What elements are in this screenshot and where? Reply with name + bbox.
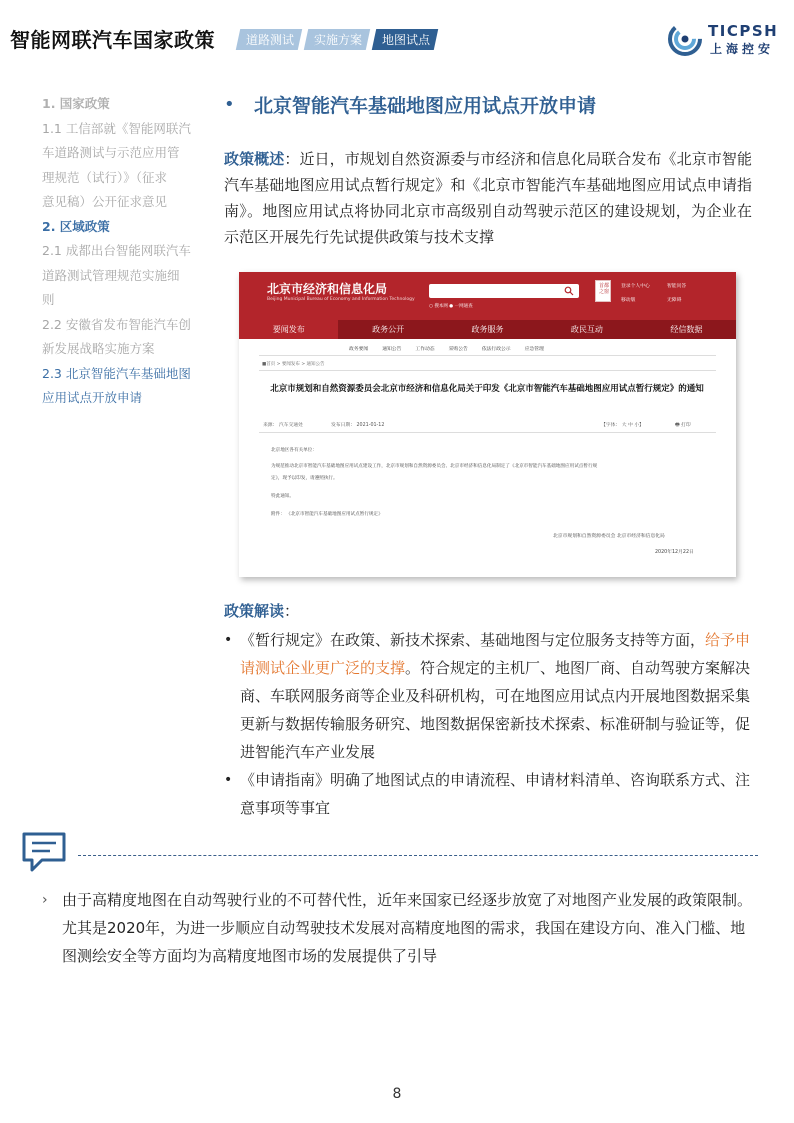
policy-overview	[224, 146, 752, 250]
capital-window-badge: 首都之窗	[595, 280, 611, 302]
highlighted-text: 给予申请测试企业更广泛的支撑	[240, 631, 751, 677]
interpretation-label: 政策解读	[224, 602, 285, 620]
interpretation-colon: ：	[284, 602, 300, 620]
toc-item-2-1-cont[interactable]: 则	[42, 292, 55, 307]
toc-section-1[interactable]: 1. 国家政策	[42, 96, 110, 111]
toc-item-1-1[interactable]: 1.1 工信部就《智能网联汽	[42, 120, 191, 136]
notice-print: 🖶 打印	[675, 423, 691, 428]
notice-font-size: 【字体： 大 中 小】	[601, 423, 644, 428]
tag-implementation-plan[interactable]: 实施方案	[304, 29, 370, 50]
list-item: • 《暂行规定》在政策、新技术探索、基础地图与定位服务支持等方面，给予申请测试企业更广泛的支撑。符合规定的主机厂、地图厂商、自动驾驶方案解决商、车联网服务商等企业及科研机构，可在地图应用试点内开展地图数据采集更新与数据传输服务研究、地图数据保密新技术探索、标准研制与验证等，促进智能汽车产业发展	[224, 626, 752, 766]
tag-road-test[interactable]: 道路测试	[236, 29, 302, 50]
table-of-contents	[42, 92, 198, 411]
site-nav-interaction: 政民互动	[570, 325, 603, 334]
notice-attachment: 附件： 《北京市智能汽车基础地图应用试点暂行规定》	[271, 512, 383, 517]
summary-note-text: 由于高精度地图在自动驾驶行业的不可替代性，近年来国家已经逐步放宽了对地图产业发展的政策限制。尤其是2020年，为进一步顺应自动驾驶技术发展对高精度地图的需求，我国在建设方向、准入门槛、地图测绘安全等方面均为高精度地图市场的发展提供了引导	[62, 891, 753, 965]
document-title: 智能网联汽车国家政策	[10, 28, 215, 52]
site-header	[239, 272, 736, 320]
site-search-box	[429, 284, 579, 298]
logo-text-cn: 上海控安	[710, 42, 775, 56]
toc-item-2-1-cont[interactable]: 道路测试管理规范实施细	[42, 267, 180, 283]
site-nav-public: 政务公开	[372, 325, 405, 334]
divider	[259, 355, 716, 356]
notice-closing: 特此通知。	[271, 494, 294, 499]
page-number: 8	[392, 1086, 402, 1102]
site-subnav-item: 采购公告	[448, 347, 468, 352]
notice-sign-date: 2020年12月22日	[655, 550, 694, 555]
notice-title: 北京市规划和自然资源委员会北京市经济和信息化局关于印发《北京市智能汽车基础地图应用试点暂行规定》的通知	[270, 384, 704, 394]
site-subnav-item: 工作动态	[415, 347, 435, 352]
site-subnav	[349, 345, 544, 352]
search-icon	[564, 286, 574, 296]
toc-item-2-2-cont[interactable]: 新发展战略实施方案	[42, 341, 155, 356]
site-link-mobile: 移动版	[621, 298, 636, 303]
divider	[259, 432, 716, 433]
tag-map-pilot[interactable]: 地图试点	[372, 29, 438, 50]
toc-item-1-1-cont[interactable]: 理规范（试行）》（征求	[42, 169, 168, 185]
site-link-login: 登录个人中心	[621, 284, 650, 289]
page-header	[0, 0, 794, 62]
site-link-qa: 智能问答	[667, 284, 687, 289]
toc-section-2[interactable]: 2. 区域政策	[42, 218, 110, 234]
site-nav	[239, 320, 736, 339]
notice-signers: 北京市规划和自然资源委员会 北京市经济和信息化局	[553, 534, 665, 539]
dashed-divider	[78, 855, 758, 856]
toc-item-2-2[interactable]: 2.2 安徽省发布智能汽车创	[42, 316, 191, 332]
site-subnav-item: 依法行政公示	[481, 347, 511, 352]
site-nav-services: 政务服务	[471, 325, 504, 334]
overview-text: ：近日，市规划自然资源委与市经济和信息化局联合发布《北京市智能汽车基础地图应用试点暂行规定》和《北京市智能汽车基础地图应用试点申请指南》。地图应用试点将协同北京市高级别自动驾驶示范区的建设规划，为企业在示范区开展先行先试提供政策与技术支撑	[224, 150, 752, 246]
site-subnav-item: 政务要闻	[349, 347, 369, 352]
site-search-scope: ○ 搜本网 ● 一网通查	[429, 304, 473, 309]
toc-item-2-1[interactable]: 2.1 成都出台智能网联汽车	[42, 243, 191, 258]
overview-label: 政策概述	[224, 150, 285, 168]
site-subnav-item: 应急管理	[524, 347, 544, 352]
site-link-accessibility: 无障碍	[667, 298, 682, 303]
toc-item-1-1-cont[interactable]: 车道路测试与示范应用管	[42, 145, 180, 160]
toc-item-1-1-cont[interactable]: 意见稿）公开征求意见	[42, 194, 168, 209]
notice-body: 定》，现予以印发，请遵照执行。	[271, 476, 338, 481]
list-bullet: •	[224, 632, 233, 648]
site-breadcrumb: ■首页 > 要闻发布 > 通知公告	[262, 362, 325, 367]
notice-source: 来源： 汽车交通处	[263, 423, 303, 428]
site-nav-news: 要闻发布	[239, 320, 338, 339]
company-logo	[668, 20, 788, 60]
topic-tags	[238, 29, 436, 50]
chevron-right-icon: ›	[42, 892, 48, 908]
site-org-name: 北京市经济和信息化局	[267, 282, 388, 296]
logo-text-en: TICPSH	[708, 22, 779, 40]
divider	[259, 370, 716, 371]
notice-date: 发布日期： 2021-01-12	[331, 423, 385, 428]
toc-item-2-3[interactable]: 2.3 北京智能汽车基础地图	[42, 365, 191, 381]
site-nav-data: 经信数据	[670, 325, 703, 334]
notice-body: 为规范推动北京市智能汽车基础地图应用试点建设工作，北京市规划和自然资源委员会、北京市经济和信息化局制定了《北京市智能汽车基础地图应用试点暂行规	[271, 464, 598, 469]
summary-note	[42, 886, 754, 970]
site-org-name-en: Beijing Municipal Bureau of Economy and Information Technology	[267, 297, 415, 302]
interpretation-list	[224, 626, 752, 822]
embedded-webpage-screenshot	[239, 272, 736, 577]
site-subnav-item: 通知公告	[382, 347, 402, 352]
interpretation-heading	[224, 600, 299, 621]
list-bullet: •	[224, 772, 233, 788]
toc-item-2-3-cont[interactable]: 应用试点开放申请	[42, 390, 143, 405]
notice-salutation: 北京地区各有关单位：	[271, 448, 317, 453]
section-title: 北京智能汽车基础地图应用试点开放申请	[254, 95, 597, 117]
title-bullet: •	[224, 94, 235, 115]
chat-bubble-icon	[20, 830, 68, 876]
logo-swirl-icon	[668, 22, 702, 56]
list-item: • 《申请指南》明确了地图试点的申请流程、申请材料清单、咨询联系方式、注意事项等事宜	[224, 766, 752, 822]
